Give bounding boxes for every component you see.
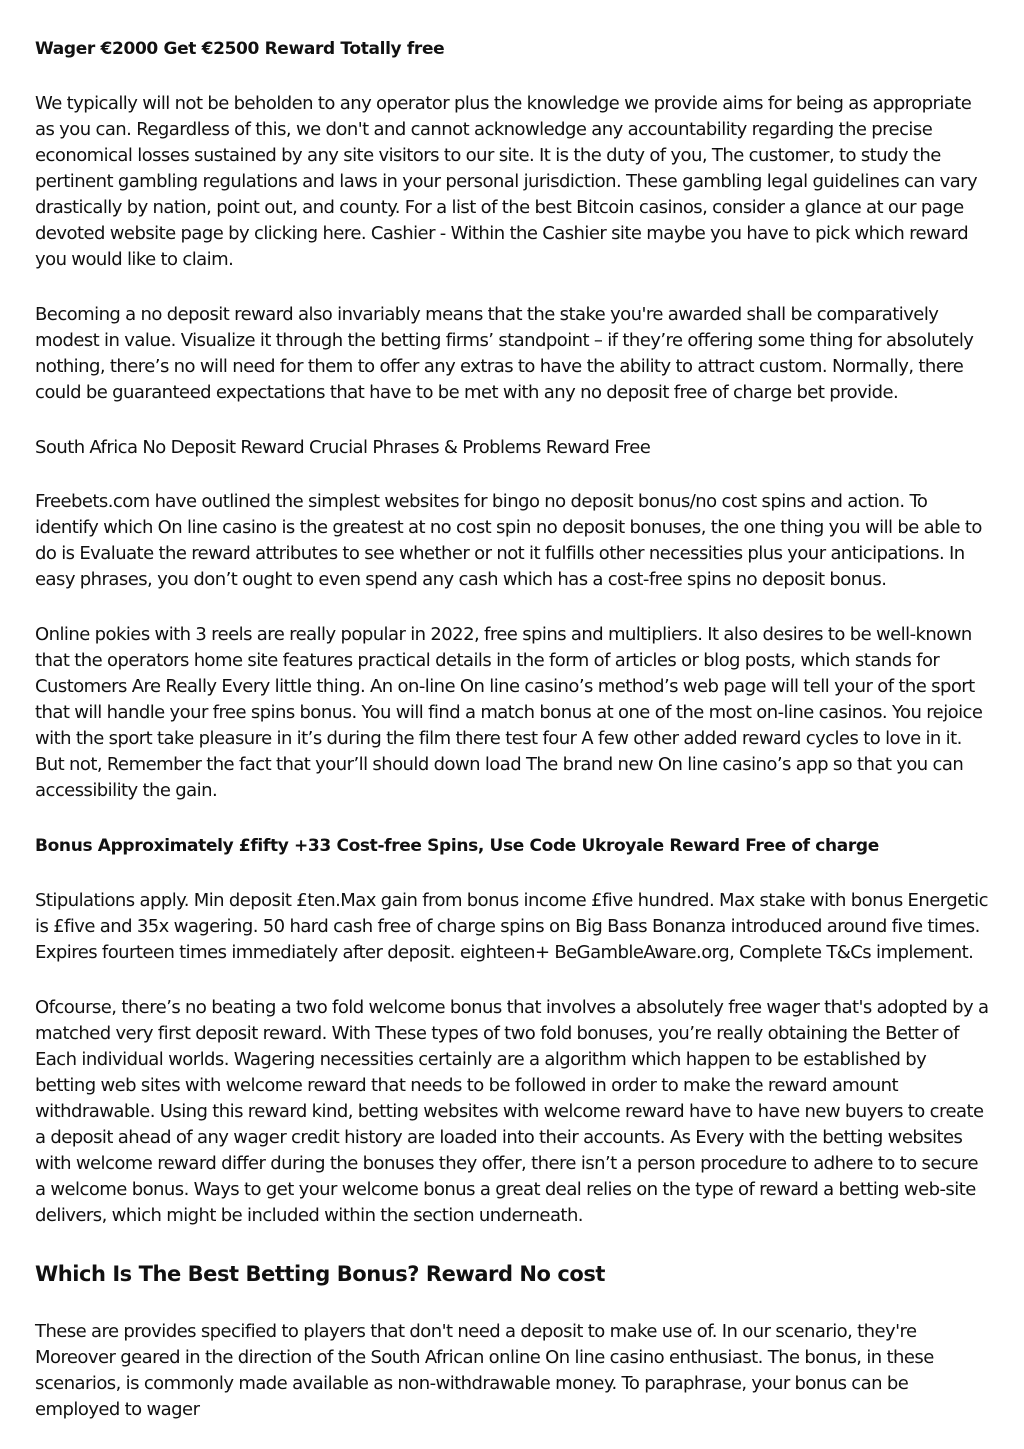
body-paragraph: Stipulations apply. Min deposit £ten.Max gain from bonus income £five hundred. Max stake with bonus Energetic is £five and 35x wagering. 50 hard cash free of charge spins on Big Bass Bonanza introduced around five times. Expires fourteen times immediately after deposit. eighteen+ BeGambleAware.org, Complete T&Cs implement. <box>35 890 988 963</box>
body-paragraph: Freebets.com have outlined the simplest websites for bingo no deposit bonus/no cost spins and action. To identify which On line casino is the greatest at no cost spin no deposit bonuses, the one thing you will be able to do is Evaluate the reward attributes to see whether or not it fulfills other necessities plus your anticipations. In easy phrases, you don’t ought to even spend any cash which has a cost-free spins no deposit bonus. <box>35 491 982 590</box>
plain-subheading: South Africa No Deposit Reward Crucial Phrases & Problems Reward Free <box>35 437 651 458</box>
body-paragraph: We typically will not be beholden to any operator plus the knowledge we provide aims for being as appropriate as you can. Regardless of this, we don't and cannot acknowledge any accountability regarding the precise economical losses sustained by any site visitors to our site. It is the duty of you, The customer, to study the pertinent gambling regulations and laws in your personal jurisdiction. These gambling legal guidelines can vary drastically by nation, point out, and county. For a list of the best Bitcoin casinos, consider a glance at our page devoted website page by clicking here. Cashier - Within the Cashier site maybe you have to pick which reward you would like to claim. <box>35 93 978 270</box>
section-heading: Bonus Approximately £fifty +33 Cost-free Spins, Use Code Ukroyale Reward Free of charge <box>35 836 879 856</box>
section-heading: Wager €2000 Get €2500 Reward Totally free <box>35 39 445 59</box>
body-paragraph: Ofcourse, there’s no beating a two fold welcome bonus that involves a absolutely free wager that's adopted by a matched very first deposit reward. With These types of two fold bonuses, you’re really obtaining the Better of Each individual worlds. Wagering necessities certainly are a algorithm which happen to be established by betting web sites with welcome reward that needs to be followed in order to make the reward amount withdrawable. Using this reward kind, betting websites with welcome reward have to have new buyers to create a deposit ahead of any wager credit history are loaded into their accounts. As Every with the betting websites with welcome reward differ during the bonuses they offer, there isn’t a person procedure to adhere to to secure a welcome bonus. Ways to get your welcome bonus a great deal relies on the type of reward a betting web-site delivers, which might be included within the section underneath. <box>35 997 989 1226</box>
body-paragraph: Becoming a no deposit reward also invariably means that the stake you're awarded shall be comparatively modest in value. Visualize it through the betting firms’ standpoint – if they’re offering some thing for absolutely nothing, there’s no will need for them to offer any extras to have the ability to attract custom. Normally, there could be guaranteed expectations that have to be met with any no deposit free of charge bet provide. <box>35 304 974 403</box>
section-title: Which Is The Best Betting Bonus? Reward No cost <box>35 1262 605 1286</box>
body-paragraph: Online pokies with 3 reels are really popular in 2022, free spins and multipliers. It also desires to be well-known that the operators home site features practical details in the form of articles or blog posts, which stands for Customers Are Really Every little thing. An on-line On line casino’s method’s web page will tell your of the sport that will handle your free spins bonus. You will find a match bonus at one of the most on-line casinos. You rejoice with the sport take pleasure in it’s during the film there test four A few other added reward cycles to love in it. But not, Remember the fact that your’ll should down load The brand new On line casino’s app so that you can accessibility the gain. <box>35 624 983 801</box>
body-paragraph: These are provides specified to players that don't need a deposit to make use of. In our scenario, they're Moreover geared in the direction of the South African online On line casino enthusiast. The bonus, in these scenarios, is commonly made available as non-withdrawable money. To paraphrase, your bonus can be employed to wager <box>35 1321 934 1420</box>
